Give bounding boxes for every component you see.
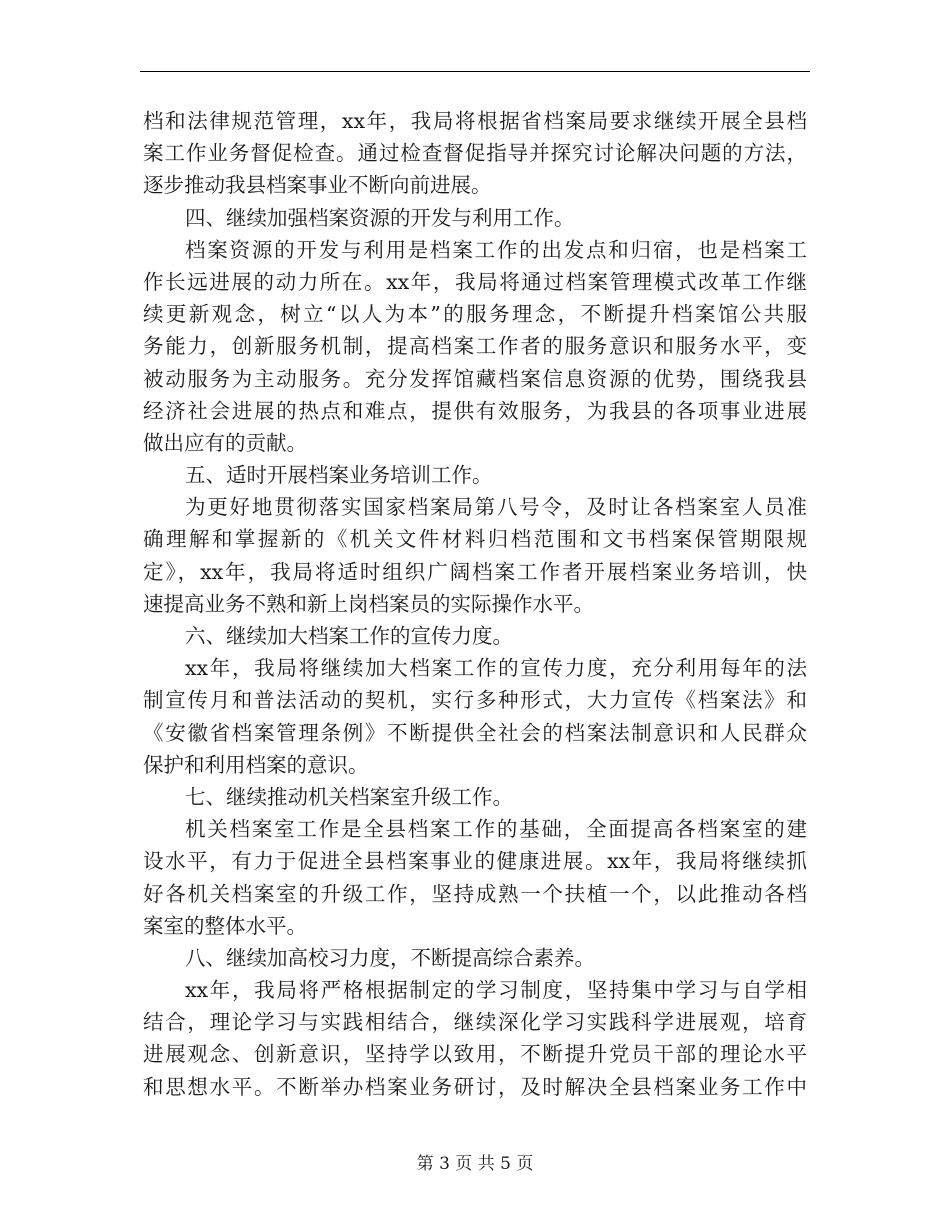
body-line: 机关档案室工作是全县档案工作的基础，全面提高各档案室的建 [185, 817, 807, 842]
body-line: xx年，我局将严格根据制定的学习制度，坚持集中学习与自学相 [185, 978, 807, 1003]
body-line: 案工作业务督促检查。通过检查督促指导并探究讨论解决问题的方法， [143, 141, 807, 166]
body-line: 档和法律规范管理，xx年，我局将根据省档案局要求继续开展全县档 [143, 109, 807, 133]
body-line: 进展观念、创新意识，坚持学以致用，不断提升党员干部的理论水平 [143, 1042, 807, 1067]
body-line: 档案资源的开发与利用是档案工作的出发点和归宿，也是档案工 [185, 237, 807, 262]
body-line: 务能力，创新服务机制，提高档案工作者的服务意识和服务水平，变 [143, 334, 807, 359]
body-line: 确理解和掌握新的《机关文件材料归档范围和文书档案保管期限规 [143, 527, 807, 552]
body-line: 定》，xx年，我局将适时组织广阔档案工作者开展档案业务培训，快 [143, 559, 807, 584]
section-heading: 五、适时开展档案业务培训工作。 [185, 463, 493, 488]
body-line: 经济社会进展的热点和难点，提供有效服务，为我县的各项事业进展 [143, 398, 807, 423]
document-body [143, 105, 807, 1103]
page-number-footer: 第 3 页 共 5 页 [416, 1154, 534, 1174]
section-heading: 六、继续加大档案工作的宣传力度。 [185, 624, 513, 648]
body-line: 被动服务为主动服务。充分发挥馆藏档案信息资源的优势，围绕我县 [143, 366, 807, 391]
body-line: 设水平，有力于促进全县档案事业的健康进展。xx年，我局将继续抓 [143, 849, 807, 874]
body-line: 保护和利用档案的意识。 [143, 752, 369, 777]
body-line: 速提高业务不熟和新上岗档案员的实际操作水平。 [143, 591, 594, 616]
header-rule [140, 71, 810, 72]
section-heading: 八、继续加高校习力度，不断提高综合素养。 [185, 945, 595, 970]
body-line: 和思想水平。不断举办档案业务研讨，及时解决全县档案业务工作中 [143, 1074, 807, 1099]
body-line: 结合，理论学习与实践相结合，继续深化学习实践科学进展观，培育 [143, 1010, 807, 1035]
body-line: 做出应有的贡献。 [143, 430, 307, 455]
body-line: 《安徽省档案管理条例》不断提供全社会的档案法制意识和人民群众 [143, 720, 807, 745]
body-line: 作长远进展的动力所在。xx年，我局将通过档案管理模式改革工作继 [143, 269, 807, 294]
body-line: 为更好地贯彻落实国家档案局第八号令，及时让各档案室人员准 [185, 495, 807, 520]
body-line: xx年，我局将继续加大档案工作的宣传力度，充分利用每年的法 [185, 656, 807, 681]
section-heading: 四、继续加强档案资源的开发与利用工作。 [185, 205, 575, 230]
body-line: 好各机关档案室的升级工作，坚持成熟一个扶植一个，以此推动各档 [143, 881, 807, 906]
body-line: 续更新观念，树立“以人为本”的服务理念，不断提升档案馆公共服 [143, 302, 807, 327]
body-line: 案室的整体水平。 [143, 913, 307, 938]
body-line: 逐步推动我县档案事业不断向前进展。 [143, 173, 492, 198]
body-line: 制宣传月和普法活动的契机，实行多种形式，大力宣传《档案法》和 [143, 688, 807, 713]
section-heading: 七、继续推动机关档案室升级工作。 [185, 784, 513, 809]
